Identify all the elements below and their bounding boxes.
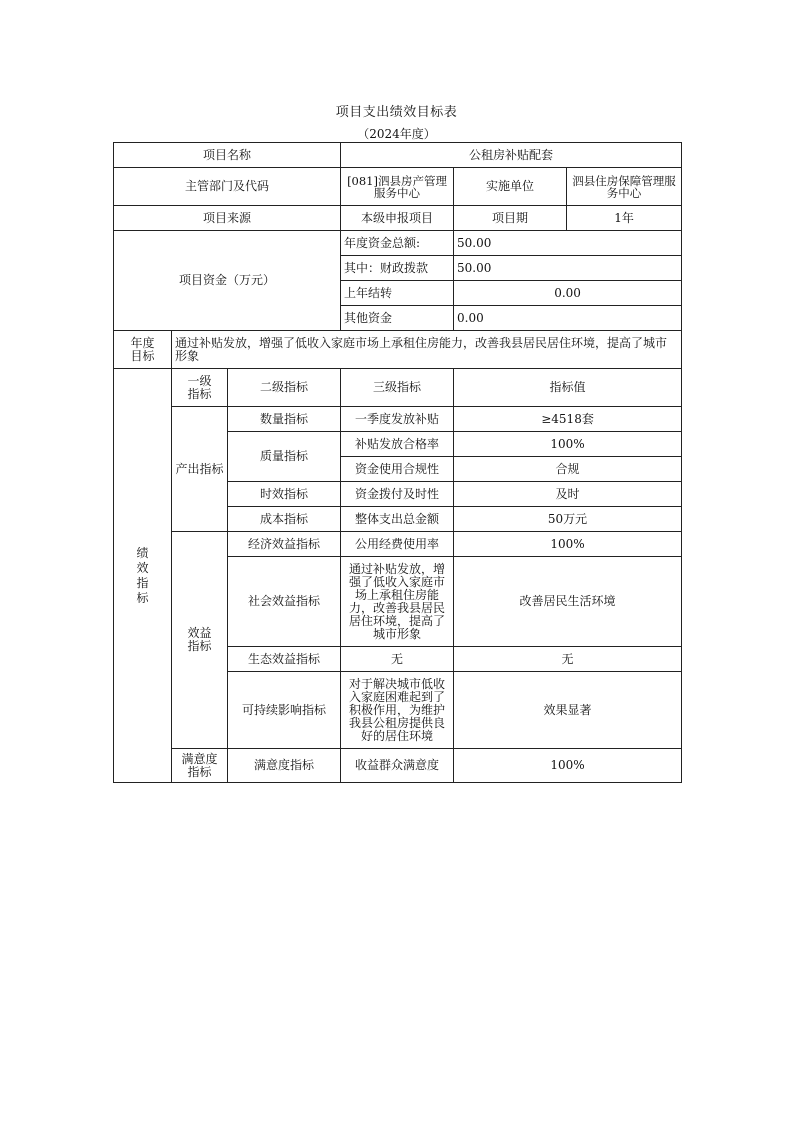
output-indicators-label: 产出指标 [172, 407, 228, 532]
value-cell: 50万元 [454, 507, 682, 532]
level2-cell: 满意度指标 [228, 749, 341, 783]
level2-cell: 数量指标 [228, 407, 341, 432]
satisfaction-indicators-label: 满意度指标 [172, 749, 228, 783]
table-row [114, 231, 682, 256]
annual-goal-label: 年度目标 [114, 331, 172, 369]
annual-goal-text: 通过补贴发放，增强了低收入家庭市场上承租住房能力，改善我县居民居住环境，提高了城市形象 [172, 331, 682, 369]
implementing-unit-label: 实施单位 [454, 168, 567, 206]
level3-cell: 公用经费使用率 [341, 532, 454, 557]
benefit-indicators-label: 效益指标 [172, 532, 228, 749]
project-period-label: 项目期 [454, 206, 567, 231]
department-label: 主管部门及代码 [114, 168, 341, 206]
performance-table [113, 142, 682, 783]
project-name-label: 项目名称 [114, 143, 341, 168]
value-cell: 改善居民生活环境 [454, 557, 682, 647]
project-funds-label: 项目资金（万元） [114, 231, 341, 331]
department-value: [081]泗县房产管理服务中心 [341, 168, 454, 206]
implementing-unit-value: 泗县住房保障管理服务中心 [567, 168, 682, 206]
table-row [114, 407, 682, 432]
fiscal-allocation-label: 其中：财政拨款 [341, 256, 454, 281]
header-level3: 三级指标 [341, 369, 454, 407]
table-row [114, 532, 682, 557]
project-source-value: 本级申报项目 [341, 206, 454, 231]
level2-cell: 经济效益指标 [228, 532, 341, 557]
fiscal-allocation-value: 50.00 [454, 256, 682, 281]
carryover-value: 0.00 [454, 281, 682, 306]
level3-cell: 无 [341, 647, 454, 672]
level2-cell: 可持续影响指标 [228, 672, 341, 749]
level3-cell: 一季度发放补贴 [341, 407, 454, 432]
annual-total-value: 50.00 [454, 231, 682, 256]
table-row [114, 331, 682, 369]
level2-cell: 时效指标 [228, 482, 341, 507]
level3-cell: 收益群众满意度 [341, 749, 454, 783]
table-row [114, 143, 682, 168]
level2-cell: 社会效益指标 [228, 557, 341, 647]
project-name-value: 公租房补贴配套 [341, 143, 682, 168]
header-level2: 二级指标 [228, 369, 341, 407]
value-cell: 无 [454, 647, 682, 672]
value-cell: 及时 [454, 482, 682, 507]
value-cell: 效果显著 [454, 672, 682, 749]
carryover-label: 上年结转 [341, 281, 454, 306]
level2-cell: 成本指标 [228, 507, 341, 532]
performance-indicators-label: 绩效指标 [114, 369, 172, 783]
page-subtitle-year: （2024年度） [357, 127, 436, 141]
value-cell: 100% [454, 532, 682, 557]
level3-cell: 资金使用合规性 [341, 457, 454, 482]
project-source-label: 项目来源 [114, 206, 341, 231]
level3-cell: 对于解决城市低收入家庭困难起到了积极作用，为维护我县公租房提供良好的居住环境 [341, 672, 454, 749]
other-funds-value: 0.00 [454, 306, 682, 331]
value-cell: ≥4518套 [454, 407, 682, 432]
value-cell: 合规 [454, 457, 682, 482]
project-period-value: 1年 [567, 206, 682, 231]
page-title: 项目支出绩效目标表 [335, 105, 458, 120]
annual-total-label: 年度资金总额: [341, 231, 454, 256]
level2-cell: 生态效益指标 [228, 647, 341, 672]
table-row [114, 206, 682, 231]
level2-cell: 质量指标 [228, 432, 341, 482]
header-value: 指标值 [454, 369, 682, 407]
level3-cell: 资金拨付及时性 [341, 482, 454, 507]
other-funds-label: 其他资金 [341, 306, 454, 331]
value-cell: 100% [454, 432, 682, 457]
level3-cell: 补贴发放合格率 [341, 432, 454, 457]
level3-cell: 通过补贴发放，增强了低收入家庭市场上承租住房能力，改善我县居民居住环境，提高了城市形象 [341, 557, 454, 647]
table-row [114, 369, 682, 407]
level3-cell: 整体支出总金额 [341, 507, 454, 532]
value-cell: 100% [454, 749, 682, 783]
table-row [114, 168, 682, 206]
table-row [114, 749, 682, 783]
header-level1: 一级指标 [172, 369, 228, 407]
